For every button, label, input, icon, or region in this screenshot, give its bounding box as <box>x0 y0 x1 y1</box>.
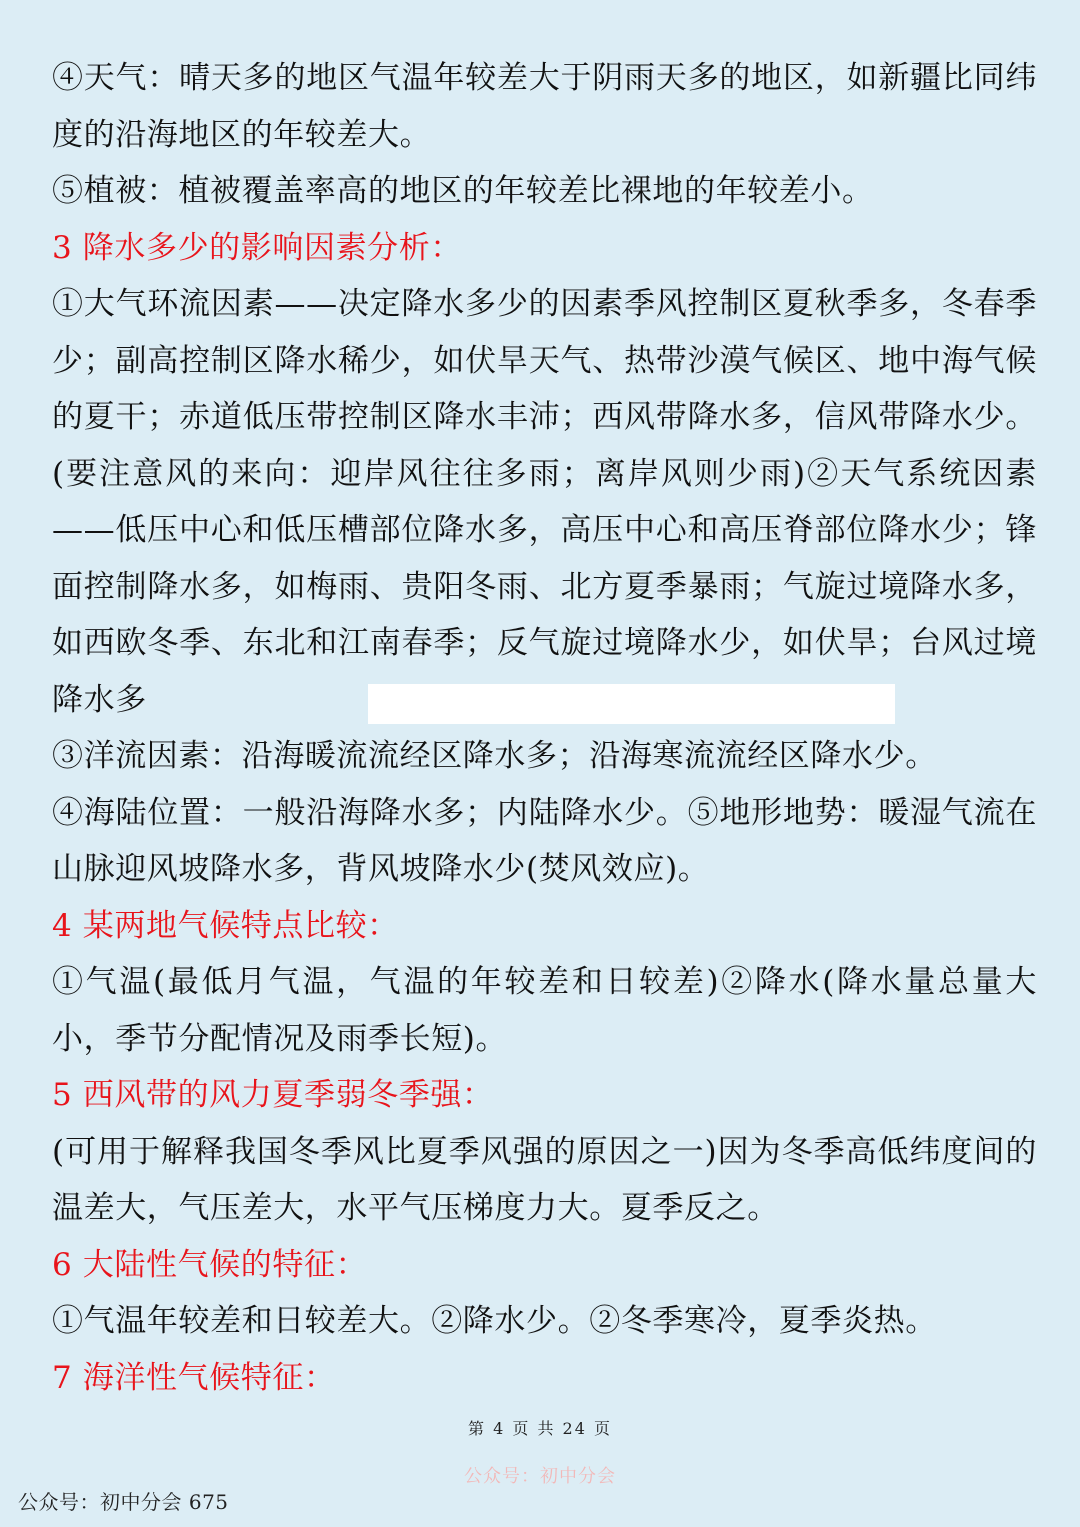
watermark-center: 公众号：初中分会 <box>464 1466 616 1487</box>
paragraph-land-sea-terrain: ④海陆位置：一般沿海降水多；内陆降水少。⑤地形地势：暖湿气流在山脉迎风坡降水多，背风坡降水少(焚风效应)。 <box>52 794 1037 887</box>
paragraph-weather: ④天气：晴天多的地区气温年较差大于阴雨天多的地区，如新疆比同纬度的沿海地区的年较差大。 <box>52 60 1037 153</box>
page-number: 第 4 页 共 24 页 <box>468 1419 612 1438</box>
heading-westerlies: 5 西风带的风力夏季弱冬季强： <box>52 1077 494 1113</box>
paragraph-comparison-items: ①气温(最低月气温，气温的年较差和日较差)②降水(降水量总量大小，季节分配情况及雨季长短)。 <box>52 964 1037 1057</box>
heading-precipitation-factors: 3 降水多少的影响因素分析： <box>52 229 462 266</box>
paragraph-vegetation: ⑤植被：植被覆盖率高的地区的年较差比裸地的年较差小。 <box>52 173 874 209</box>
heading-oceanic-climate: 7 海洋性气候特征： <box>52 1359 336 1396</box>
paragraph-continental-climate: ①气温年较差和日较差大。②降水少。②冬季寒冷，夏季炎热。 <box>52 1303 937 1339</box>
heading-continental-climate: 6 大陆性气候的特征： <box>52 1246 368 1283</box>
watermark-bottom-left: 公众号：初中分会 675 <box>18 1490 229 1514</box>
redaction-box <box>368 684 895 724</box>
heading-climate-comparison: 4 某两地气候特点比较： <box>52 907 399 944</box>
paragraph-circulation-factors: ①大气环流因素——决定降水多少的因素季风控制区夏秋季多，冬春季少；副高控制区降水稀少，如伏旱天气、热带沙漠气候区、地中海气候的夏干；赤道低压带控制区降水丰沛；西风带降水多，信风带降水少。(要注意风的来向：迎岸风往往多雨；离岸风则少雨)②天气系统因素——低压中心和低压槽部位降水多，高压中心和高压脊部位降水少；锋面控制降水多，如梅雨、贵阳冬雨、北方夏季暴雨；气旋过境降水多，如西欧冬季、东北和江南春季；反气旋过境降水少，如伏旱；台风过境降水多 <box>52 286 1037 718</box>
document-content <box>52 50 1037 1406</box>
paragraph-westerlies: (可用于解释我国冬季风比夏季风强的原因之一)因为冬季高低纬度间的温差大，气压差大，水平气压梯度力大。夏季反之。 <box>52 1133 1037 1226</box>
paragraph-ocean-current: ③洋流因素：沿海暖流流经区降水多；沿海寒流流经区降水少。 <box>52 738 937 774</box>
